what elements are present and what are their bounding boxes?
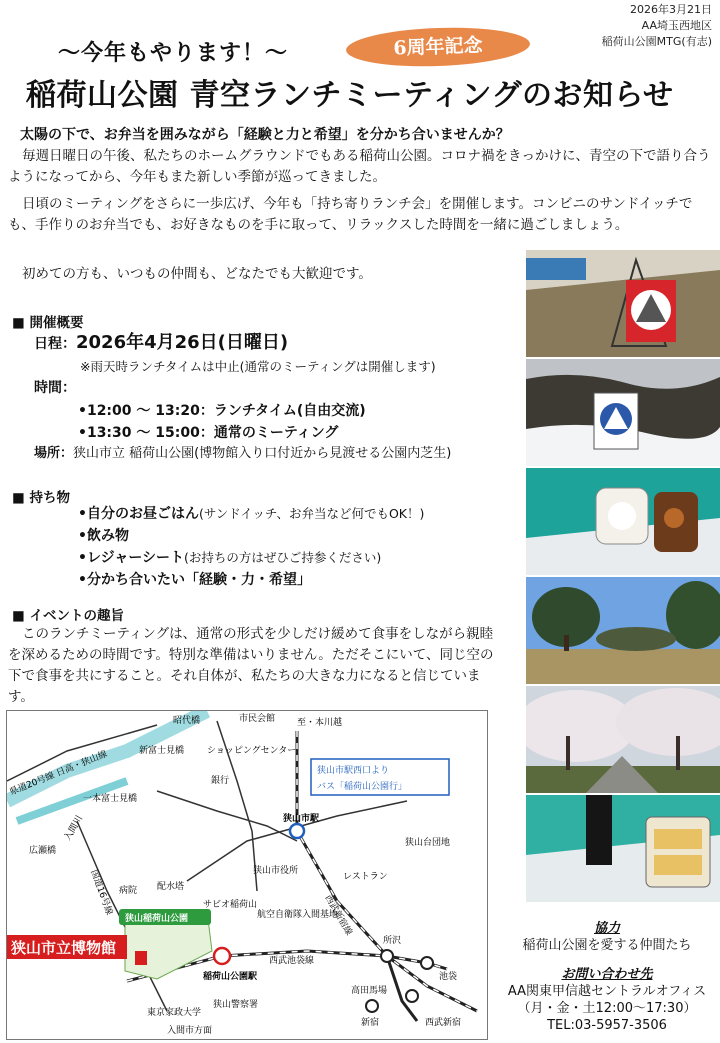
photo-lunch-boxes xyxy=(526,468,720,575)
cooperation-heading: 協力 xyxy=(593,921,620,936)
issue-date: 2026年3月21日 xyxy=(630,3,712,16)
access-map xyxy=(6,710,488,1040)
svg-text:航空自衛隊入間基地: 航空自衛隊入間基地 xyxy=(257,910,339,920)
intro-paragraph-2: 日頃のミーティングをさらに一歩広げ、今年も「持ち寄りランチ会」を開催します。コンビニのサンドイッチでも、手作りのお弁当でも、お好きなものを手に取って、リラックスした時間を一緒に過ごしましょう。 xyxy=(8,196,693,233)
svg-text:一本富士見橋: 一本富士見橋 xyxy=(83,794,138,804)
station-marker xyxy=(290,824,304,838)
photo-cherry-blossoms xyxy=(526,686,720,793)
place-value: 狭山市立 稲荷山公園(博物館入り口付近から見渡せる公園内芝生) xyxy=(73,446,452,461)
map-label-bus2: バス「稲荷山公園行」 xyxy=(317,782,408,792)
page-title: 稲荷山公園 青空ランチミーティングのお知らせ xyxy=(26,78,674,113)
org-name: 稲荷山公園MTG(有志) xyxy=(601,35,712,48)
svg-text:池袋: 池袋 xyxy=(439,972,458,982)
date-label: 日程： xyxy=(34,336,76,352)
svg-text:ショッピングセンター: ショッピングセンター xyxy=(207,746,297,756)
intro-paragraph-1: 毎週日曜日の午後、私たちのホームグラウンドでもある稲荷山公園。コロナ禍をきっかけに、青空の下で語り合うようになってから、今年もまた新しい季節が巡ってきました。 xyxy=(8,148,711,185)
svg-text:銀行: 銀行 xyxy=(211,776,230,786)
svg-text:西武池袋線: 西武池袋線 xyxy=(269,956,315,966)
list-item: •分かち合いたい「経験・力・希望」 xyxy=(78,572,311,588)
svg-text:狭山市駅: 狭山市駅 xyxy=(283,814,320,824)
svg-text:昭代橋: 昭代橋 xyxy=(173,716,201,726)
photo-column xyxy=(526,250,720,904)
map-label-park: 狭山稲荷山公園 xyxy=(125,914,189,924)
photo-sandwich-pack xyxy=(526,795,720,902)
items-list xyxy=(78,504,424,590)
district: AA埼玉西地区 xyxy=(641,19,712,32)
subtitle: 〜今年もやります！〜 xyxy=(58,41,289,66)
purpose-text: このランチミーティングは、通常の形式を少しだけ緩めて食事をしながら親睦を深めるための時間です。特別な準備はいりません。ただそこにいて、同じ空の下で食事を共にすること。それ自体が、私たちの大きな力になると信じています。 xyxy=(8,626,494,705)
svg-text:県道20号線 日高・狭山線: 県道20号線 日高・狭山線 xyxy=(8,749,109,798)
svg-text:入間市方面: 入間市方面 xyxy=(167,1026,213,1036)
svg-text:広瀬橋: 広瀬橋 xyxy=(29,846,57,856)
lead-text: 太陽の下で、お弁当を囲みながら「経験と力と希望」を分かち合いませんか？ xyxy=(20,127,510,143)
map-label-bus1: 狭山市駅西口より xyxy=(317,766,390,776)
photo-sign-on-grass xyxy=(526,250,720,357)
photo-sign-in-snow xyxy=(526,359,720,466)
list-item: •飲み物 xyxy=(78,528,129,544)
cooperation-block xyxy=(494,920,720,954)
date-value: 2026年4月26日(日曜日) xyxy=(76,332,289,353)
svg-text:狭山警察署: 狭山警察署 xyxy=(213,1000,259,1010)
svg-text:狭山台団地: 狭山台団地 xyxy=(405,838,451,848)
svg-text:新富士見橋: 新富士見橋 xyxy=(139,746,185,756)
svg-text:市民会館: 市民会館 xyxy=(239,714,276,724)
svg-text:新宿: 新宿 xyxy=(361,1018,380,1028)
rain-note: ※雨天時ランチタイムは中止(通常のミーティングは開催します) xyxy=(80,359,436,374)
svg-text:西武新宿: 西武新宿 xyxy=(425,1018,462,1028)
svg-text:病院: 病院 xyxy=(119,886,138,896)
purpose-heading: ■ イベントの趣旨 xyxy=(12,608,124,624)
contact-block xyxy=(494,966,720,1034)
svg-text:配水塔: 配水塔 xyxy=(157,882,185,892)
svg-text:所沢: 所沢 xyxy=(383,936,402,946)
svg-text:高田馬場: 高田馬場 xyxy=(351,986,388,996)
park-station-marker xyxy=(214,948,230,964)
svg-text:サビオ稲荷山: サビオ稲荷山 xyxy=(203,900,258,910)
map-label-museum: 狭山市立博物館 xyxy=(11,939,117,957)
svg-text:国道16号線: 国道16号線 xyxy=(88,868,114,917)
contact-hours: （月・金・土12:00〜17:30） xyxy=(517,1001,697,1016)
overview-heading: ■ 開催概要 xyxy=(12,315,84,331)
place-label: 場所： xyxy=(34,446,74,461)
items-heading: ■ 持ち物 xyxy=(12,490,70,506)
header-info xyxy=(602,2,712,50)
cooperation-text: 稲荷山公園を愛する仲間たち xyxy=(522,938,692,953)
svg-text:狭山市役所: 狭山市役所 xyxy=(253,866,299,876)
anniversary-badge: 6周年記念 xyxy=(345,25,530,69)
contact-tel: TEL:03-5957-3506 xyxy=(547,1018,667,1033)
svg-text:東京家政大学: 東京家政大学 xyxy=(147,1008,202,1018)
time-slot-meeting: •13:30 〜 15:00：通常のミーティング xyxy=(78,425,339,441)
date-row xyxy=(34,333,288,354)
contact-org: AA関東甲信越セントラルオフィス xyxy=(507,984,707,999)
svg-text:入間川: 入間川 xyxy=(62,814,86,843)
list-item: •レジャーシート(お持ちの方はぜひご持参ください) xyxy=(78,550,382,566)
intro-paragraph-3: 初めての方も、いつもの仲間も、どなたでも大歓迎です。 xyxy=(22,266,372,282)
svg-text:稲荷山公園駅: 稲荷山公園駅 xyxy=(203,972,258,982)
time-slot-lunch: •12:00 〜 13:20：ランチタイム(自由交流) xyxy=(78,403,366,419)
list-item: •自分のお昼ごはん(サンドイッチ、お弁当など何でもOK！) xyxy=(78,506,425,522)
place-row xyxy=(34,444,451,464)
svg-text:至・本川越: 至・本川越 xyxy=(297,718,343,728)
time-label: 時間： xyxy=(34,380,76,396)
svg-text:西武新宿線: 西武新宿線 xyxy=(322,893,354,938)
svg-text:レストラン: レストラン xyxy=(343,872,388,882)
contact-heading: お問い合わせ先 xyxy=(561,967,653,982)
photo-park-trees xyxy=(526,577,720,684)
